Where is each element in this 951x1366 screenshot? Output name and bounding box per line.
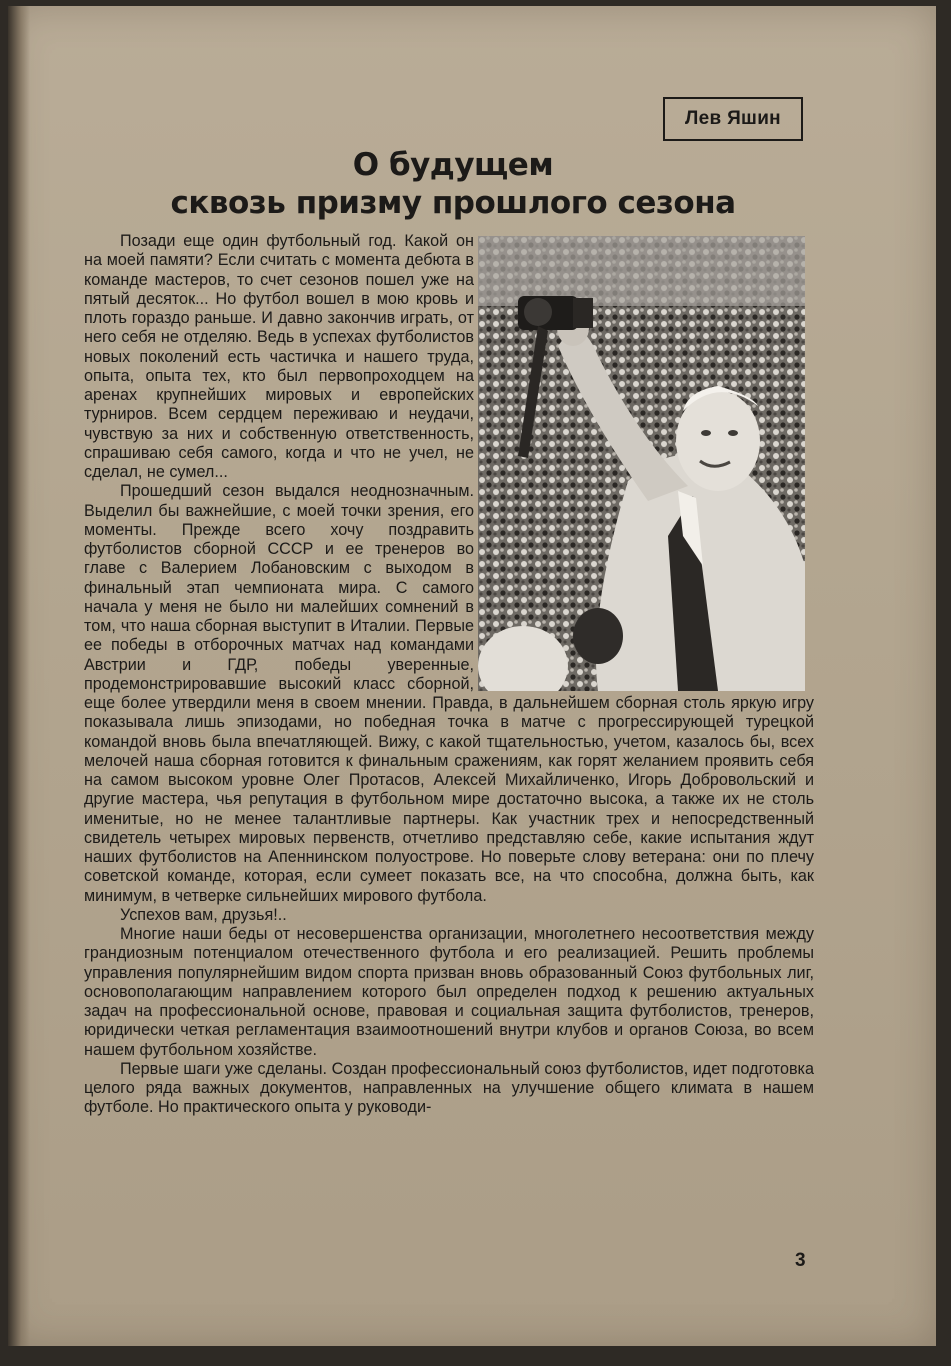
paragraph-2: Прошедший сезон выдался неоднозначным. Выделил бы важнейшие, с моей точки зрения, его моменты. Прежде всего хочу поздравить футболистов сборной СССР и ее тренеров во главе с Валерием Лобановским с выходом в финальный этап чемпионата мира. С самого начала у меня не было ни малейших сомнений в том, что наша сборная выступит в Италии. Первые ее победы в отборочных матчах над командами Австрии и ГДР, победы уверенные, продемонстрировавшие высокий класс сборной, еще более утвердили меня в своем мнении. Правда, в дальнейшем сборная столь яркую игру показывала лишь эпизодами, но победная точка в матче с прогрессирующей турецкой командой вновь была впечатляющей. Вижу, с какой тщательностью, учетом, казалось бы, всех мелочей наша сборная готовится к финальным сражениям, как горят желанием проявить себя на самом высоком уровне Олег Протасов, Алексей Михайличенко, Игорь Добровольский и другие мастера, чья репутация в футбольном мире достаточно высока, а также их не столь именитые, но не менее талантливые партнеры. Как участник трех и непосредственный свидетель четырех мировых первенств, отчетливо представляю себе, какие испытания ждут наших футболистов на Апеннинском полуострове. Но поверьте слову ветерана: они по плечу советской команде, которая, если сумеет показать все, на что способна, должна быть, как минимум, в четверке сильнейших мирового футбола. xyxy=(84,482,814,905)
photo-wrap-space xyxy=(474,232,814,694)
title-line-2: сквозь призму прошлого сезона xyxy=(170,185,736,221)
title-line-1: О будущем xyxy=(352,147,554,183)
page-number: 3 xyxy=(795,1250,806,1271)
paragraph-5: Первые шаги уже сделаны. Создан профессиональный союз футболистов, идет подготовка целого ряда важных документов, направленных на улучшение общего климата в нашем футболе. Но практического опыта у руководи- xyxy=(84,1059,814,1117)
article-body xyxy=(84,232,814,1118)
paragraph-1: Позади еще один футбольный год. Какой он на моей памяти? Если считать с момента дебюта в команде мастеров, то счет сезонов пошел уже на пятый десяток... Но футбол вошел в мою кровь и плоть гораздо раньше. И давно закончив играть, от него себя не отделяю. Ведь в успехах футболистов новых поколений есть частичка и нашего труда, опыта, опыта тех, кто был первопроходцем на аренах крупнейших мировых и европейских турниров. Всем сердцем переживаю и неудачи, чувствую за них и собственную ответственность, спрашиваю себя самого, когда и что не учел, не сделал, не сумел... xyxy=(84,232,474,481)
article-title xyxy=(158,146,748,222)
paragraph-4: Многие наши беды от несовершенства организации, многолетнего несоответствия между грандиозным потенциалом отечественного футбола и его реализацией. Решить проблемы управления популярнейшим видом спорта призван вновь образованный Союз футбольных лиг, основополагающим направлением которого был определен подход к решению актуальных задач на профессиональной основе, правовая и социальная защита футболистов, тренеров, юридически четкая регламентация взаимоотношений внутри клубов и органов Союза, во всем нашем футбольном хозяйстве. xyxy=(84,925,814,1059)
page-spine-shadow xyxy=(8,6,30,1346)
author-name-box: Лев Яшин xyxy=(663,97,803,141)
paragraph-3: Успехов вам, друзья!.. xyxy=(120,905,287,924)
magazine-page xyxy=(8,6,936,1346)
